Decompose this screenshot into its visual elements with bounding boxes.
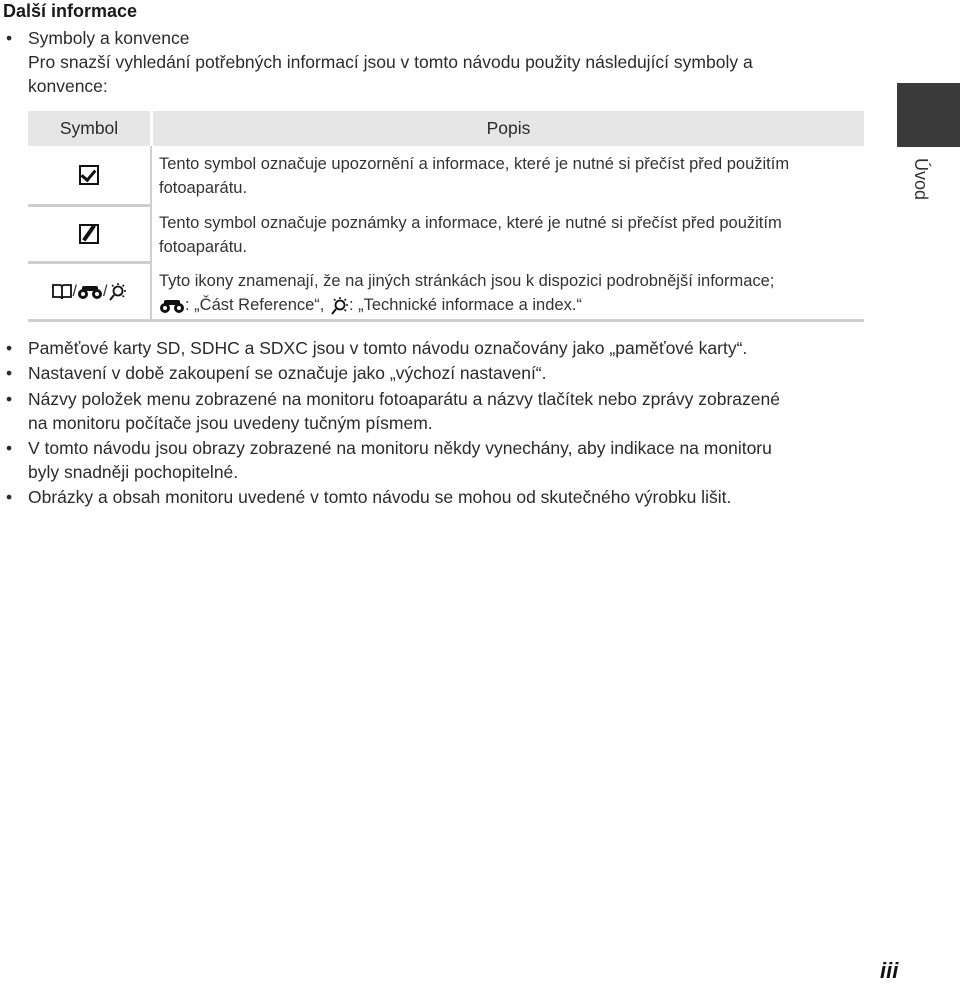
side-tab-label: Úvod [911, 158, 931, 201]
side-tab-marker [897, 83, 960, 147]
section-intro-line-2: konvence: [28, 76, 108, 96]
table-header [28, 111, 864, 146]
table-bottom-rule [28, 319, 864, 322]
list-item-text: Obrázky a obsah monitoru uvedené v tomto návodu se mohou od skutečného výrobku lišit. [28, 487, 732, 507]
row-3-line-1: Tyto ikony znamenají, že na jiných stránkách jsou k dispozici podrobnější informace; [159, 272, 775, 290]
page-number: iii [880, 958, 899, 983]
binoculars-icon [159, 298, 185, 314]
row-divider [28, 261, 150, 264]
row-divider [28, 204, 150, 207]
column-divider [150, 146, 152, 322]
list-item-text: V tomto návodu jsou obrazy zobrazené na monitoru někdy vynechány, aby indikace na monitoru [28, 438, 772, 458]
row-2-line-1: Tento symbol označuje poznámky a informace, které je nutné si přečíst před použitím [159, 214, 782, 232]
section-intro-line-1: Pro snazší vyhledání potřebných informací jsou v tomto návodu použity následující symboly a [28, 52, 753, 72]
note-pencil-icon [79, 224, 99, 244]
row-2-line-2: fotoaparátu. [159, 238, 248, 256]
binoculars-icon [77, 284, 103, 300]
row-1-line-2: fotoaparátu. [159, 179, 248, 197]
section-title: Symboly a konvence [28, 28, 190, 48]
list-item-text: na monitoru počítače jsou uvedeny tučným písmem. [28, 413, 433, 433]
list-item-text: byly snadněji pochopitelné. [28, 462, 239, 482]
lightbulb-icon [329, 296, 349, 316]
check-box-icon [79, 165, 99, 185]
list-item-text: Nastavení v době zakoupení se označuje jako „výchozí nastavení“. [28, 363, 547, 383]
header-symbol: Symbol [59, 118, 119, 138]
lightbulb-icon [107, 282, 127, 302]
list-item-text: Názvy položek menu zobrazené na monitoru fotoaparátu a názvy tlačítek nebo zprávy zobrazené [28, 389, 780, 409]
list-item-text: Paměťové karty SD, SDHC a SDXC jsou v tomto návodu označovány jako „paměťové karty“. [28, 338, 748, 358]
book-icon [51, 283, 73, 301]
header-description: Popis [486, 118, 531, 138]
row-1-line-1: Tento symbol označuje upozornění a informace, které je nutné si přečíst před použitím [159, 155, 790, 173]
page-heading: Další informace [3, 1, 138, 21]
row-3-line-2: : „Část Reference“, : „Technické informace a index.“ [159, 293, 859, 317]
